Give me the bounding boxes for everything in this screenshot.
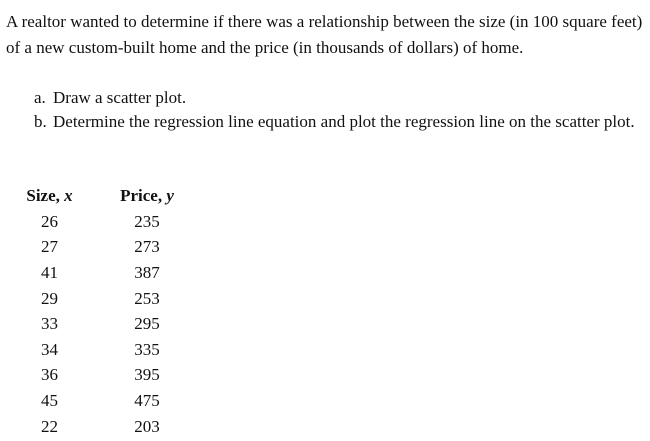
price-header-variable: y (166, 185, 174, 205)
part-text: Determine the regression line equation and plot the regression line on the scatter plot. (53, 112, 635, 131)
problem-parts (34, 86, 644, 134)
price-cell: 395 (134, 365, 160, 385)
table-row (16, 414, 211, 440)
table-row (16, 235, 211, 261)
table-header-row (16, 182, 211, 209)
table-row (16, 363, 211, 389)
price-cell: 235 (134, 211, 160, 231)
problem-part-a (34, 86, 644, 110)
size-price-table (16, 182, 211, 439)
price-cell: 203 (134, 416, 160, 436)
price-column-header (83, 182, 211, 209)
table-row (16, 311, 211, 337)
size-column-header (16, 182, 83, 209)
table-row (16, 337, 211, 363)
size-cell: 34 (41, 339, 58, 359)
problem-part-b (34, 110, 644, 134)
size-header-label: Size, (26, 185, 65, 205)
size-cell: 27 (41, 237, 58, 257)
part-letter: b. (34, 112, 47, 131)
size-cell: 29 (41, 288, 58, 308)
price-cell: 295 (134, 314, 160, 334)
size-cell: 41 (41, 262, 58, 282)
size-cell: 33 (41, 314, 58, 334)
size-cell: 45 (41, 390, 58, 410)
table-row (16, 388, 211, 414)
price-cell: 475 (134, 390, 160, 410)
price-cell: 253 (134, 288, 160, 308)
size-cell: 22 (41, 416, 58, 436)
price-cell: 335 (134, 339, 160, 359)
price-cell: 387 (134, 262, 160, 282)
part-text: Draw a scatter plot. (53, 88, 187, 107)
price-header-label: Price, (120, 185, 167, 205)
table-row (16, 209, 211, 235)
price-cell: 273 (134, 237, 160, 257)
table-row (16, 286, 211, 312)
problem-intro: A realtor wanted to determine if there was a relationship between the size (in 100 square feet) of a new custom-built home and the price (in thousands of dollars) of home. (6, 12, 643, 57)
table-row (16, 260, 211, 286)
size-cell: 36 (41, 365, 58, 385)
part-letter: a. (34, 88, 46, 107)
size-cell: 26 (41, 211, 58, 231)
size-header-variable: x (64, 185, 73, 205)
